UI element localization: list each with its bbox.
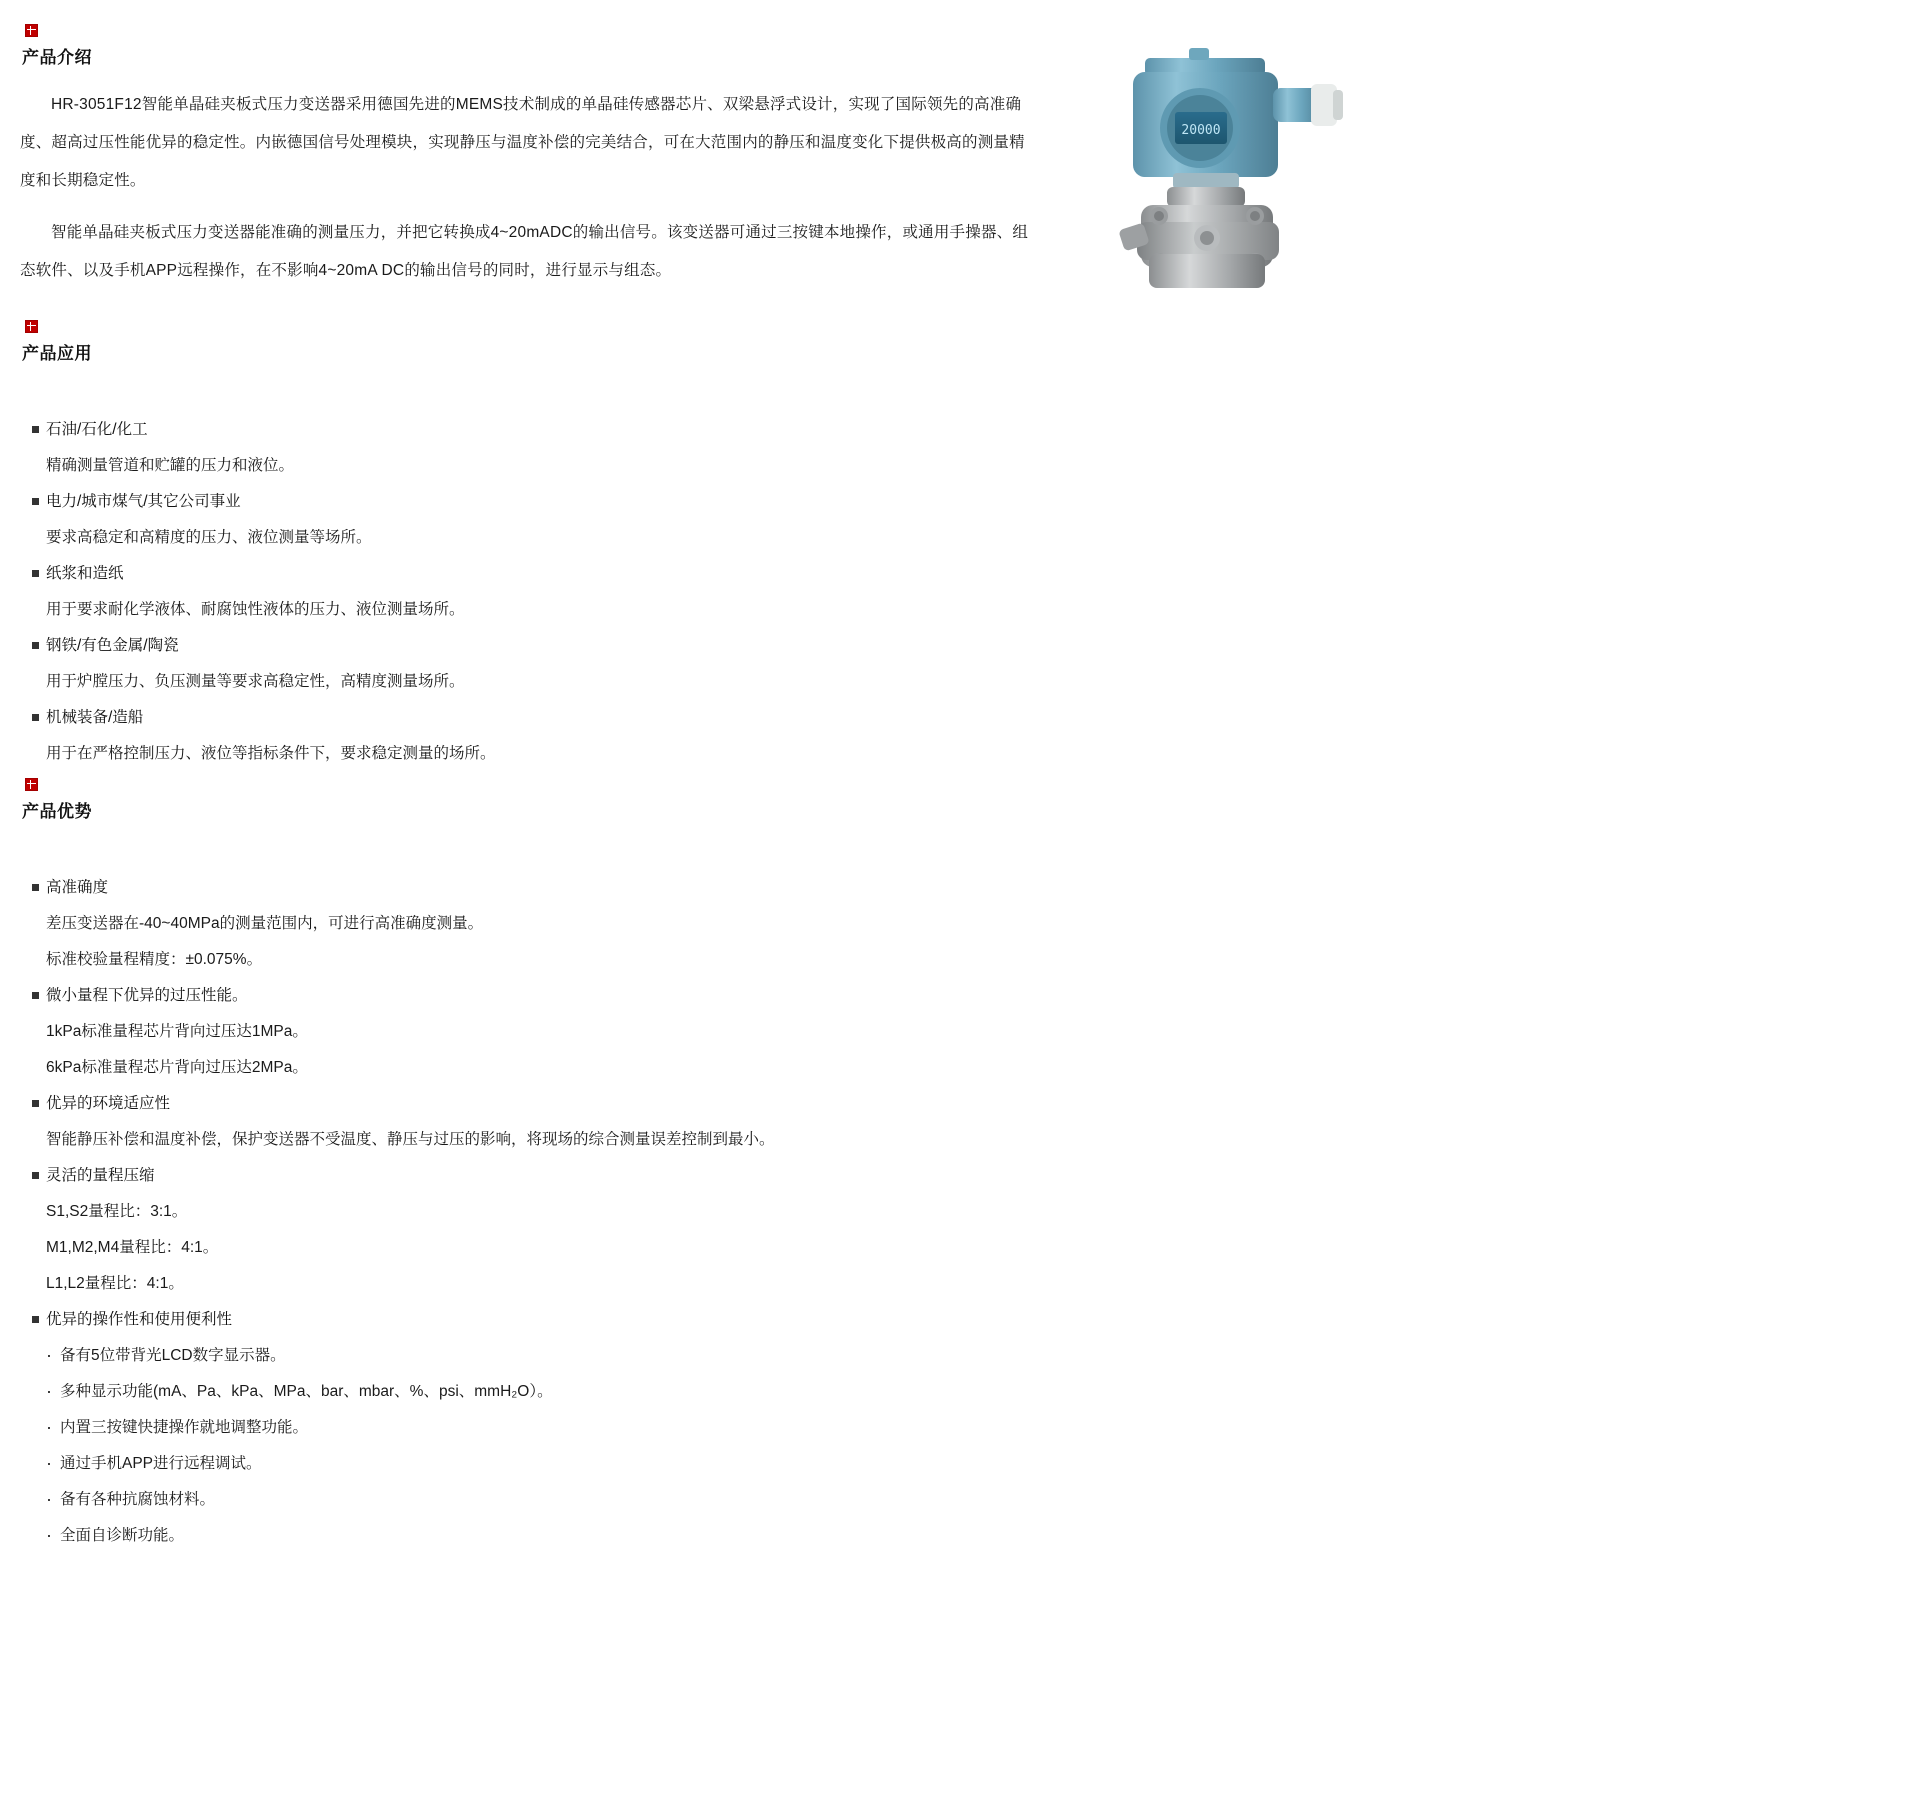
application-head-3: 纸浆和造纸 <box>32 556 1545 592</box>
advantage-head-5: 优异的操作性和使用便利性 <box>32 1302 1545 1338</box>
list-item <box>0 870 1545 978</box>
list-item <box>0 412 1545 484</box>
advantage-head-3: 优异的环境适应性 <box>32 1086 1545 1122</box>
advantage-sub-2-1: 1kPa标准量程芯片背向过压达1MPa。 <box>46 1023 308 1040</box>
application-sub-1: 精确测量管道和贮罐的压力和液位。 <box>46 457 295 474</box>
advantage-dot-5-1: · 备有5位带背光LCD数字显示器。 <box>46 1338 1545 1374</box>
advantage-sub-3-1: 智能静压补偿和温度补偿，保护变送器不受温度、静压与过压的影响，将现场的综合测量误差控制到最小。 <box>46 1131 775 1148</box>
application-head-2: 电力/城市煤气/其它公司事业 <box>32 484 1545 520</box>
list-item <box>0 1158 1545 1302</box>
product-image <box>1115 40 1415 310</box>
advantage-list <box>0 870 1545 1554</box>
advantage-dot-5-4: · 通过手机APP进行远程调试。 <box>46 1446 1545 1482</box>
application-sub-3: 用于要求耐化学液体、耐腐蚀性液体的压力、液位测量场所。 <box>46 601 465 618</box>
list-item <box>0 484 1545 556</box>
advantage-dot-5-3: · 内置三按键快捷操作就地调整功能。 <box>46 1410 1545 1446</box>
section-marker-icon <box>25 24 38 37</box>
list-item <box>0 1302 1545 1554</box>
advantage-head-1: 高准确度 <box>32 870 1545 906</box>
advantage-head-2: 微小量程下优异的过压性能。 <box>32 978 1545 1014</box>
svg-text:20000: 20000 <box>1181 123 1221 138</box>
application-sub-2: 要求高稳定和高精度的压力、液位测量等场所。 <box>46 529 372 546</box>
application-head-4: 钢铁/有色金属/陶瓷 <box>32 628 1545 664</box>
advantage-sub-4-2: M1,M2,M4量程比：4:1。 <box>46 1239 219 1256</box>
advantage-sub-1-2: 标准校验量程精度：±0.075%。 <box>46 951 263 968</box>
application-sub-4: 用于炉膛压力、负压测量等要求高稳定性，高精度测量场所。 <box>46 673 465 690</box>
section-title-intro: 产品介绍 <box>22 48 92 67</box>
section-title-advantage: 产品优势 <box>22 802 92 821</box>
advantage-dot-5-5: · 备有各种抗腐蚀材料。 <box>46 1482 1545 1518</box>
advantage-dot-5-6: · 全面自诊断功能。 <box>46 1518 1545 1554</box>
application-sub-5: 用于在严格控制压力、液位等指标条件下，要求稳定测量的场所。 <box>46 745 496 762</box>
section-marker-icon <box>25 778 38 791</box>
advantage-head-4: 灵活的量程压缩 <box>32 1158 1545 1194</box>
application-head-5: 机械装备/造船 <box>32 700 1545 736</box>
list-item <box>0 556 1545 628</box>
intro-paragraph-1: HR-3051F12智能单晶硅夹板式压力变送器采用德国先进的MEMS技术制成的单晶硅传感器芯片、双梁悬浮式设计，实现了国际领先的高准确度、超高过压性能优异的稳定性。内嵌德国信号处理模块，实现静压与温度补偿的完美结合，可在大范围内的静压和温度变化下提供极高的测量精度和长期稳定性。 <box>20 96 1025 189</box>
list-item <box>0 1086 1545 1158</box>
advantage-sub-4-3: L1,L2量程比：4:1。 <box>46 1275 184 1292</box>
list-item <box>0 700 1545 772</box>
application-head-1: 石油/石化/化工 <box>32 412 1545 448</box>
advantage-sub-1-1: 差压变送器在-40~40MPa的测量范围内，可进行高准确度测量。 <box>46 915 484 932</box>
intro-paragraphs <box>0 86 1030 290</box>
intro-paragraph-2: 智能单晶硅夹板式压力变送器能准确的测量压力，并把它转换成4~20mADC的输出信号。该变送器可通过三按键本地操作，或通用手操器、组态软件、以及手机APP远程操作，在不影响4~20mA DC的输出信号的同时，进行显示与组态。 <box>20 224 1029 279</box>
list-item <box>0 978 1545 1086</box>
advantage-dot-5-2: · 多种显示功能(mA、Pa、kPa、MPa、bar、mbar、%、psi、mmH₂O）。 <box>46 1374 1545 1410</box>
list-item <box>0 628 1545 700</box>
advantage-sub-2-2: 6kPa标准量程芯片背向过压达2MPa。 <box>46 1059 308 1076</box>
section-title-application: 产品应用 <box>22 344 92 363</box>
advantage-sub-4-1: S1,S2量程比：3:1。 <box>46 1203 188 1220</box>
application-list <box>0 412 1545 772</box>
section-marker-icon <box>25 320 38 333</box>
